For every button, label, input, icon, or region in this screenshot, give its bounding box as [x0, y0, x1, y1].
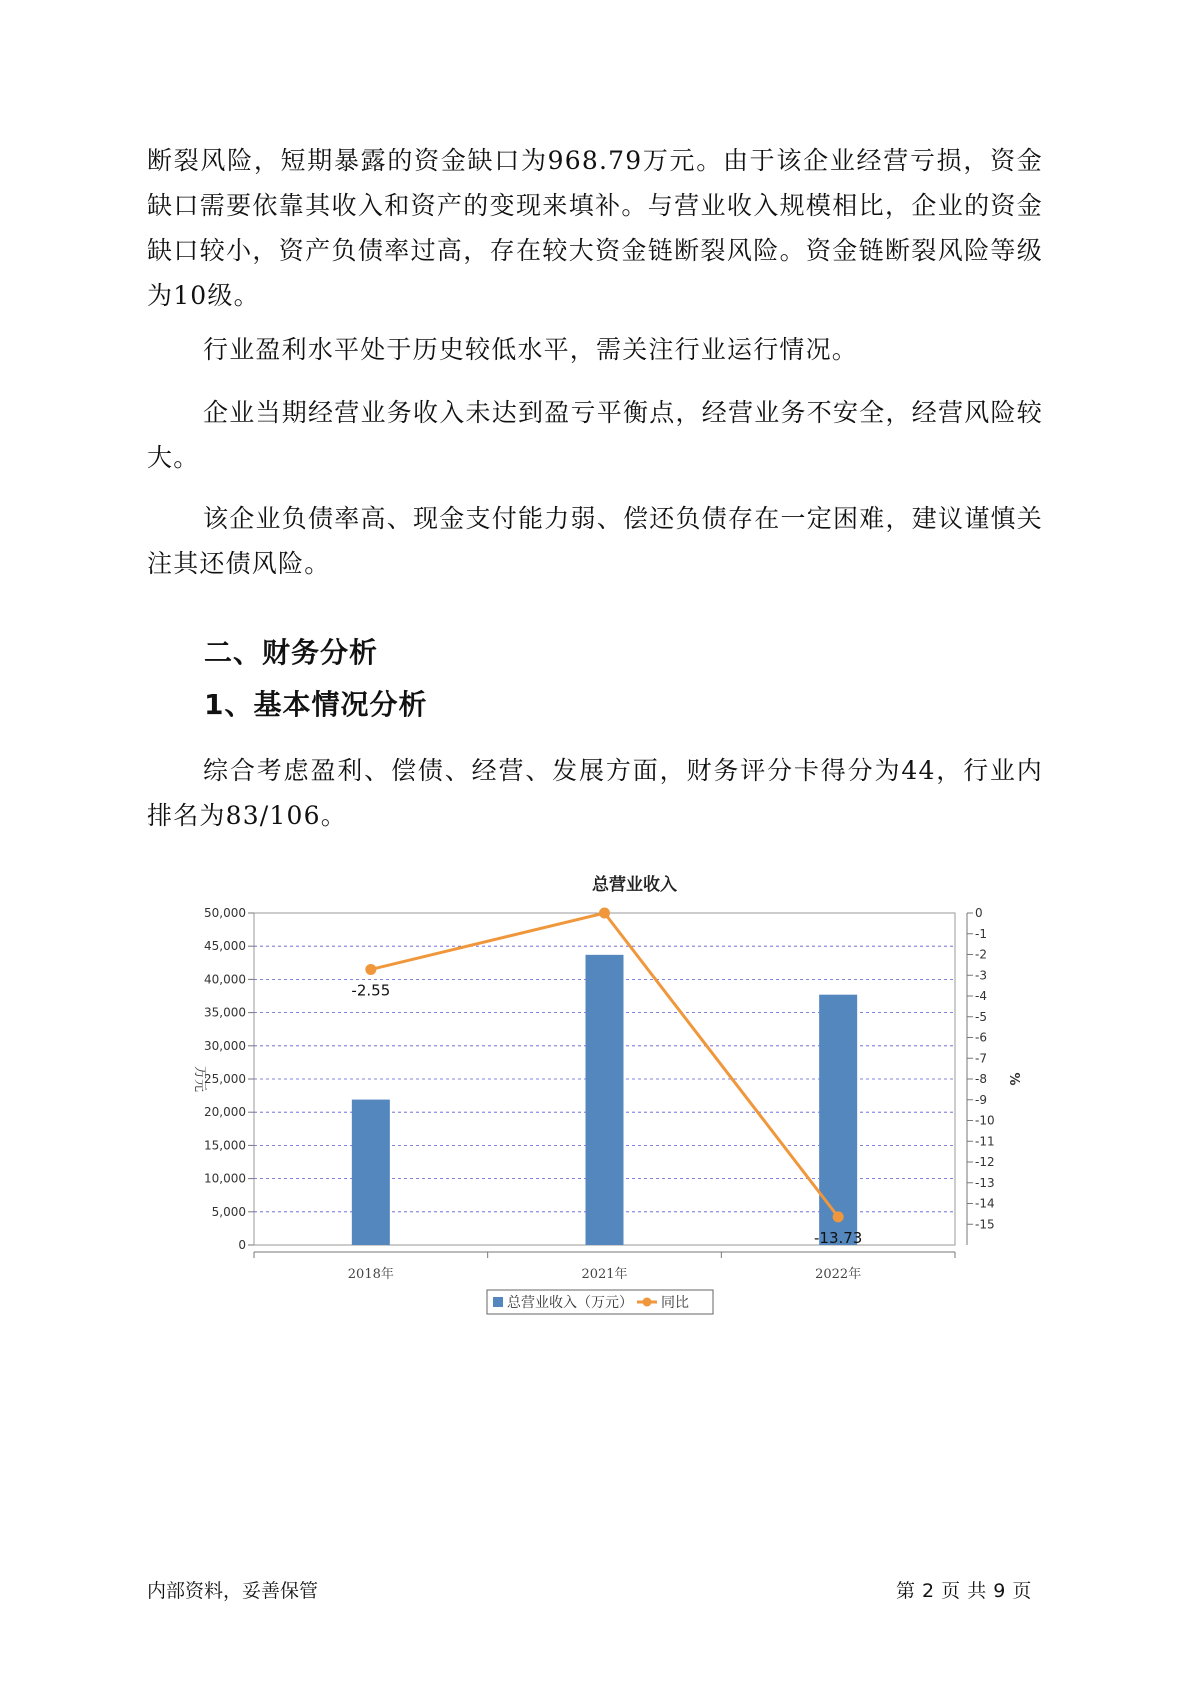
y2-tick-label: -11: [975, 1134, 995, 1149]
yoy-point: [365, 964, 376, 975]
y2-tick-label: -10: [975, 1113, 995, 1128]
y-tick-label: 35,000: [204, 1005, 246, 1020]
paragraph-funding-gap: 断裂风险，短期暴露的资金缺口为968.79万元。由于该企业经营亏损，资金缺口需要依靠其收入和资产的变现来填补。与营业收入规模相比，企业的资金缺口较小，资产负债率过高，存在较大资金链断裂风险。资金链断裂风险等级为10级。: [147, 146, 1043, 310]
x-tick-label: 2021年: [581, 1267, 628, 1282]
legend-bar-swatch: [493, 1297, 503, 1307]
chart-title: 总营业收入: [592, 875, 677, 895]
y-tick-label: 45,000: [204, 939, 246, 954]
y-tick-label: 10,000: [204, 1171, 246, 1186]
paragraph-score: 综合考虑盈利、偿债、经营、发展方面，财务评分卡得分为44，行业内排名为83/106。: [147, 756, 1043, 830]
y2-tick-label: -13: [975, 1175, 995, 1190]
section-heading: 二、财务分析: [204, 636, 379, 669]
legend-line-marker: [643, 1298, 652, 1307]
y-tick-label: 40,000: [204, 972, 246, 987]
y2-tick-label: 0: [975, 906, 983, 920]
footer-confidential: 内部资料，妥善保管: [147, 1580, 319, 1602]
y2-tick-label: -5: [975, 1009, 987, 1024]
y2-axis-title: %: [1006, 1072, 1021, 1086]
y2-tick-label: -3: [975, 968, 987, 983]
y2-tick-label: -15: [975, 1217, 995, 1232]
bar-2018年: [352, 1100, 390, 1245]
legend-bar-label: 总营业收入（万元）: [507, 1295, 633, 1311]
subsection-heading: 1、基本情况分析: [204, 688, 428, 721]
bar-2021年: [586, 955, 624, 1245]
y2-tick-label: -12: [975, 1155, 995, 1169]
yoy-data-label: -2.55: [351, 981, 391, 1000]
x-tick-label: 2022年: [815, 1267, 862, 1282]
y2-tick-label: -6: [975, 1030, 987, 1045]
y-tick-label: 30,000: [204, 1038, 246, 1053]
bar-2022年: [819, 995, 857, 1245]
yoy-point: [833, 1211, 844, 1222]
y2-tick-label: -14: [975, 1196, 995, 1211]
x-tick-label: 2018年: [347, 1267, 394, 1282]
y2-tick-label: -1: [975, 926, 987, 941]
yoy-data-label: -13.73: [813, 1228, 863, 1247]
paragraph-industry-profit: 行业盈利水平处于历史较低水平，需关注行业运行情况。: [203, 335, 859, 364]
paragraph-business-risk: 企业当期经营业务收入未达到盈亏平衡点，经营业务不安全，经营风险较大。: [147, 398, 1043, 472]
paragraph-debt-risk: 该企业负债率高、现金支付能力弱、偿还负债存在一定困难，建议谨慎关注其还债风险。: [147, 504, 1043, 578]
y-axis-title: 万元: [192, 1065, 207, 1093]
y-tick-label: 50,000: [204, 906, 246, 920]
y2-tick-label: -9: [975, 1092, 987, 1107]
y-tick-label: 20,000: [204, 1105, 246, 1120]
y-tick-label: 5,000: [211, 1204, 246, 1219]
yoy-point: [599, 908, 610, 919]
legend-line-label: 同比: [661, 1295, 689, 1311]
y-tick-label: 15,000: [204, 1138, 246, 1153]
y2-tick-label: -2: [975, 947, 987, 962]
y2-tick-label: -8: [975, 1072, 987, 1086]
y-tick-label: 0: [238, 1238, 246, 1252]
y2-tick-label: -7: [975, 1051, 987, 1066]
y2-tick-label: -4: [975, 989, 987, 1003]
page-number: 第 2 页 共 9 页: [896, 1580, 1032, 1602]
y-tick-label: 25,000: [204, 1072, 246, 1086]
